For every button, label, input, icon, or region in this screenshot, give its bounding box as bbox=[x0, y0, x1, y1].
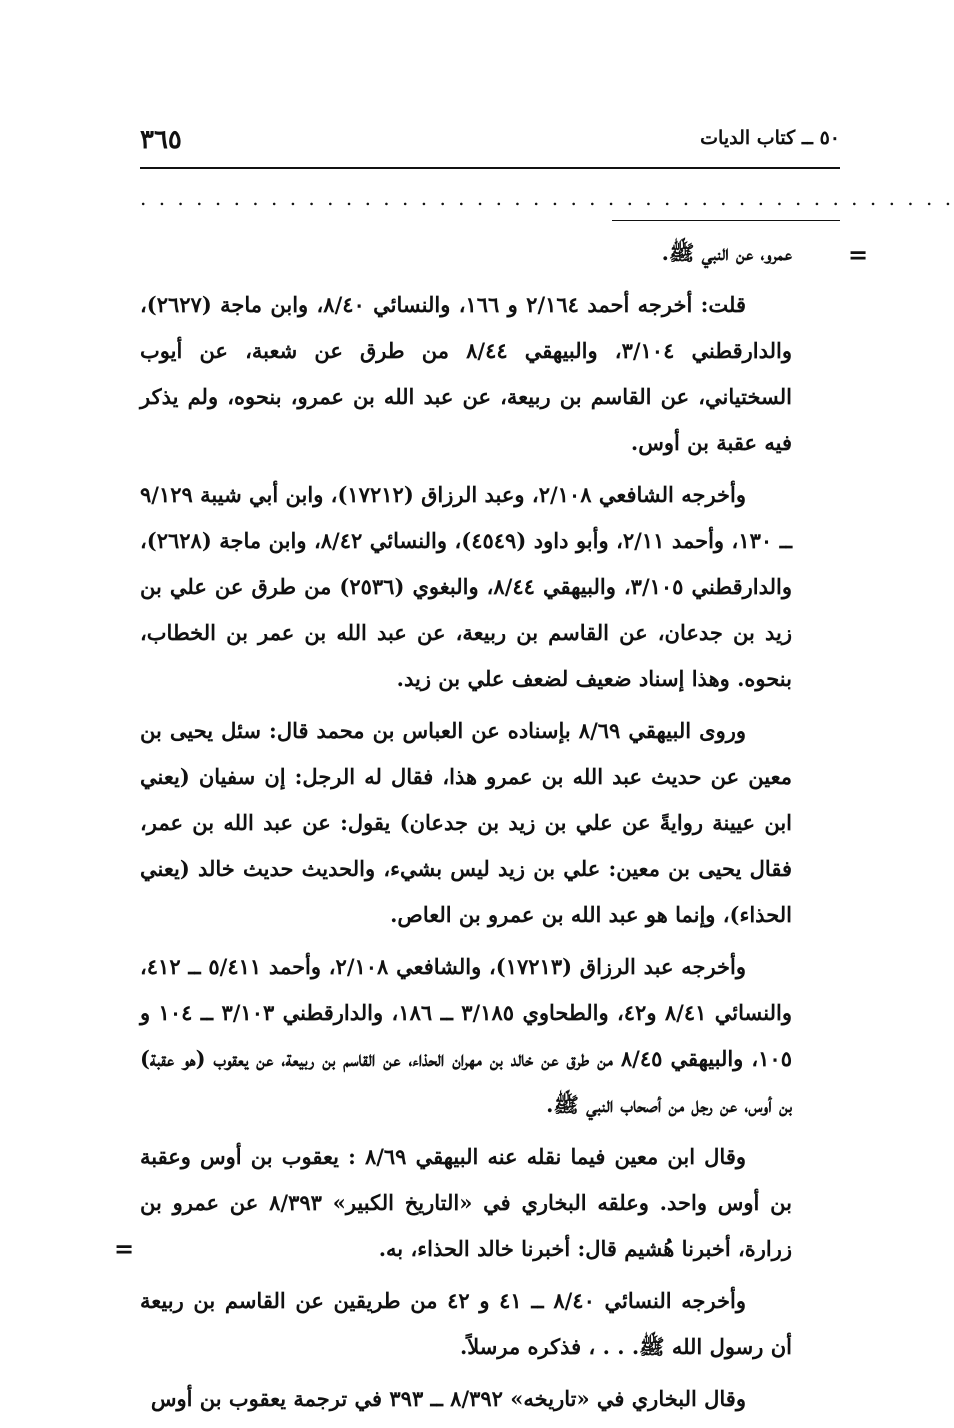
page-header bbox=[140, 125, 840, 165]
page-number: ٣٦٥ bbox=[140, 125, 182, 155]
dotted-separator: . . . . . . . . . . . . . . . . . . . . . . . . . . . . . . . . . . . . . . . . . . . . bbox=[140, 186, 954, 210]
paragraph: وأخرجه الشافعي ٢/١٠٨، وعبد الرزاق (١٧٢١٢)، وابن أبي شيبة ٩/١٢٩ ــ ١٣٠، وأحمد ٢/١١، وأبو داود (٤٥٤٩)، والنسائي ٨/٤٢، وابن ماجة (٢٦٢٨)، والدارقطني ٣/١٠٥، والبيهقي ٨/٤٤، والبغوي (٢٥٣٦) من طرق عن علي بن زيد بن جدعان، عن القاسم بن ربيعة، عن عبد الله بن عمر بن الخطاب، بنحوه. وهذا إسناد ضعيف لضعف علي بن زيد. bbox=[140, 482, 792, 691]
paragraph: عمرو، عن النبي ﷺ. bbox=[661, 240, 792, 265]
paragraph: وقال البخاري في «تاريخه» ٨/٣٩٢ ــ ٣٩٣ في ترجمة يعقوب بن أوس bbox=[150, 1386, 746, 1411]
continuation-mark-bottom: = bbox=[114, 1234, 135, 1263]
paragraph: وأخرجه النسائي ٨/٤٠ ــ ٤١ و ٤٢ من طريقين عن القاسم بن ربيعة أن رسول الله ﷺ. . . ، فذكره مرسلاً. bbox=[140, 1288, 792, 1359]
paragraph: قلت: أخرجه أحمد ٢/١٦٤ و ١٦٦، والنسائي ٨/٤٠، وابن ماجة (٢٦٢٧)، والدارقطني ٣/١٠٤، والبيهقي ٨/٤٤ من طرق عن شعبة، عن أيوب السختياني، عن القاسم بن ربيعة، عن عبد الله بن عمرو، بنحوه، ولم يذكر فيه عقبة بن أوس. bbox=[140, 292, 792, 455]
chapter-title: ٥٠ ــ كتاب الديات bbox=[700, 127, 840, 149]
header-rule bbox=[140, 167, 840, 169]
paragraph: وروى البيهقي ٨/٦٩ بإسناده عن العباس بن محمد قال: سئل يحيى بن معين عن حديث عبد الله بن عمرو هذا، فقال له الرجل: إن سفيان (يعني ابن عيينة روايةً عن علي بن زيد بن جدعان) يقول: عن عبد الله بن عمر، فقال يحيى بن معين: علي بن زيد ليس بشيء، والحديث حديث خالد (يعني الحذاء)، وإنما هو عبد الله بن عمرو بن العاص. bbox=[140, 718, 792, 927]
footnote-rule bbox=[612, 220, 840, 221]
paragraph: وقال ابن معين فيما نقله عنه البيهقي ٨/٦٩ : يعقوب بن أوس وعقبة بن أوس واحد. وعلقه البخاري في «التاريخ الكبير» ٨/٣٩٣ عن عمرو بن زرارة، أخبرنا هُشيم قال: أخبرنا خالد الحذاء، به. bbox=[140, 1144, 792, 1261]
continuation-mark-top: = bbox=[848, 240, 869, 269]
paragraph: وأخرجه عبد الرزاق (١٧٢١٣)، والشافعي ٢/١٠٨، وأحمد ٥/٤١١ ــ ٤١٢، والنسائي ٨/٤١ و٤٢، والطحاوي ٣/١٨٥ ــ ١٨٦، والدارقطني ٣/١٠٣ ــ ١٠٤ و ١٠٥، والبيهقي ٨/٤٥ من طرق عن خالد بن مهران الحذاء، عن القاسم بن ربيعة، عن يعقوب (هو عقبة) بن أوس، عن رجل من أصحاب النبي ﷺ. bbox=[140, 954, 792, 1117]
footnote-body bbox=[140, 230, 792, 1428]
